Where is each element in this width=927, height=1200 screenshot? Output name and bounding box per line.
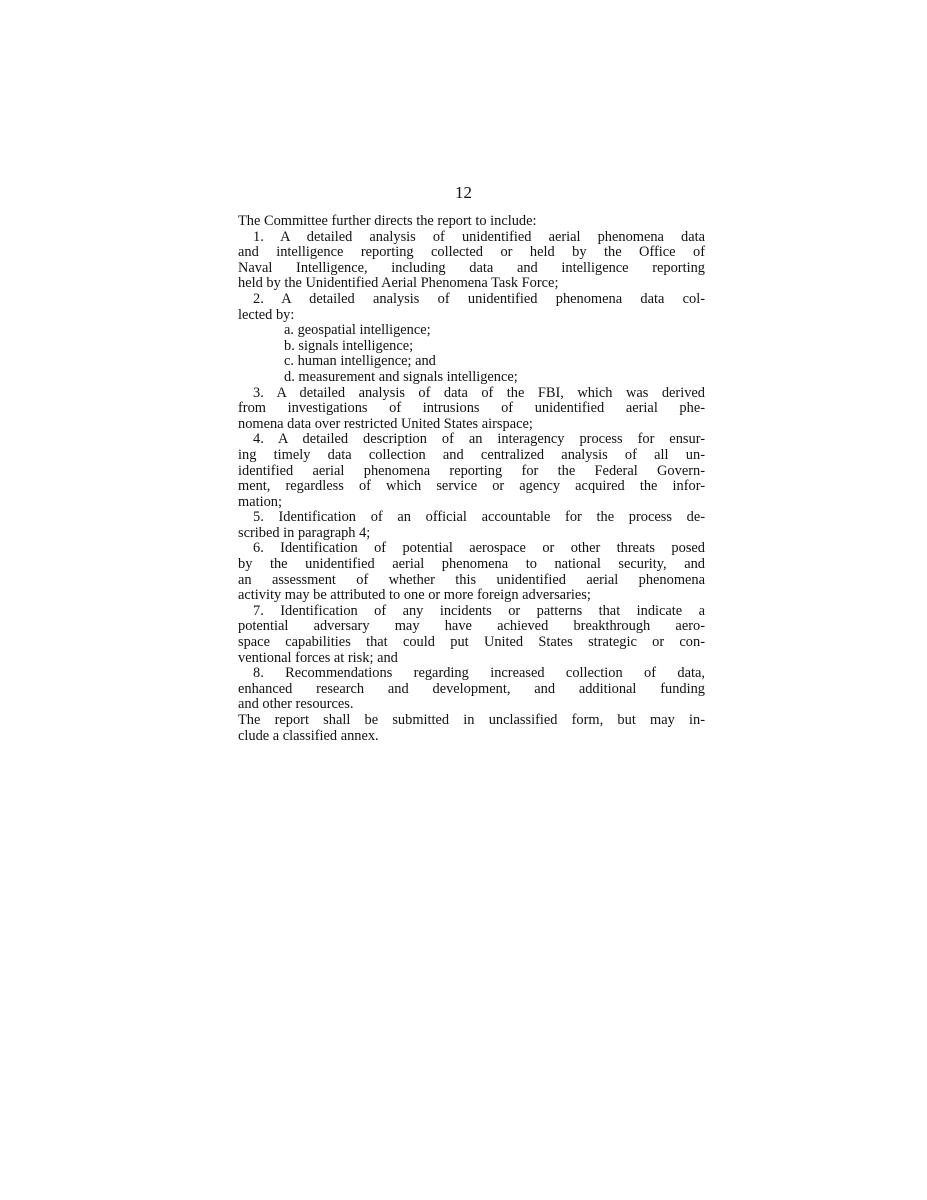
item-line: ment, regardless of which service or agency acquired the infor- <box>238 478 705 495</box>
item-line: held by the Unidentified Aerial Phenomena Task Force; <box>238 275 559 292</box>
item-line: 2. A detailed analysis of unidentified phenomena data col- <box>253 290 705 307</box>
list-item-4 <box>238 432 705 510</box>
item-line: 3. A detailed analysis of data of the FBI, which was derived <box>253 384 705 401</box>
item-line: from investigations of intrusions of unidentified aerial phe- <box>238 400 705 417</box>
list-item-7 <box>238 604 705 666</box>
item-line: ventional forces at risk; and <box>238 649 398 666</box>
item-line: potential adversary may have achieved breakthrough aero- <box>238 618 705 635</box>
item-line: 1. A detailed analysis of unidentified aerial phenomena data <box>253 228 705 245</box>
sub-item: d. measurement and signals intelligence; <box>284 368 518 385</box>
item-line: lected by: <box>238 306 295 323</box>
list-item-2 <box>238 292 705 386</box>
item-line: 4. A detailed description of an interagency process for ensur- <box>253 431 705 448</box>
list-item-3 <box>238 386 705 433</box>
item-line: ing timely data collection and centralized analysis of all un- <box>238 446 705 463</box>
item-line: space capabilities that could put United States strategic or con- <box>238 634 705 651</box>
list-item-8 <box>238 666 705 713</box>
list-item-1 <box>238 230 705 292</box>
item-line: 6. Identification of potential aerospace or other threats posed <box>253 540 705 557</box>
item-line: Naval Intelligence, including data and intelligence reporting <box>238 259 705 276</box>
item-line: activity may be attributed to one or more foreign adversaries; <box>238 587 591 604</box>
item-line: scribed in paragraph 4; <box>238 524 371 541</box>
closing-line: clude a classified annex. <box>238 727 379 744</box>
item-line: 8. Recommendations regarding increased collection of data, <box>253 665 705 682</box>
page-number: 12 <box>455 183 472 202</box>
list-item-5 <box>238 510 705 541</box>
document-body <box>238 214 705 744</box>
sub-item: c. human intelligence; and <box>284 353 436 370</box>
item-line: nomena data over restricted United States airspace; <box>238 415 533 432</box>
closing-paragraph <box>238 713 705 744</box>
item-line: an assessment of whether this unidentified aerial phenomena <box>238 571 705 588</box>
item-line: 7. Identification of any incidents or patterns that indicate a <box>253 602 705 619</box>
item-line: mation; <box>238 493 282 510</box>
item-line: by the unidentified aerial phenomena to national security, and <box>238 556 705 573</box>
item-line: 5. Identification of an official accountable for the process de- <box>253 509 705 526</box>
closing-line: The report shall be submitted in unclassified form, but may in- <box>238 712 705 728</box>
sub-item: a. geospatial intelligence; <box>284 322 431 339</box>
item-line: and intelligence reporting collected or held by the Office of <box>238 244 705 261</box>
list-item-6 <box>238 541 705 603</box>
intro-line: The Committee further directs the report to include: <box>238 213 537 229</box>
item-line: enhanced research and development, and additional funding <box>238 680 705 697</box>
sub-item: b. signals intelligence; <box>284 337 414 354</box>
item-line: identified aerial phenomena reporting for the Federal Govern- <box>238 462 705 479</box>
item-line: and other resources. <box>238 696 354 713</box>
